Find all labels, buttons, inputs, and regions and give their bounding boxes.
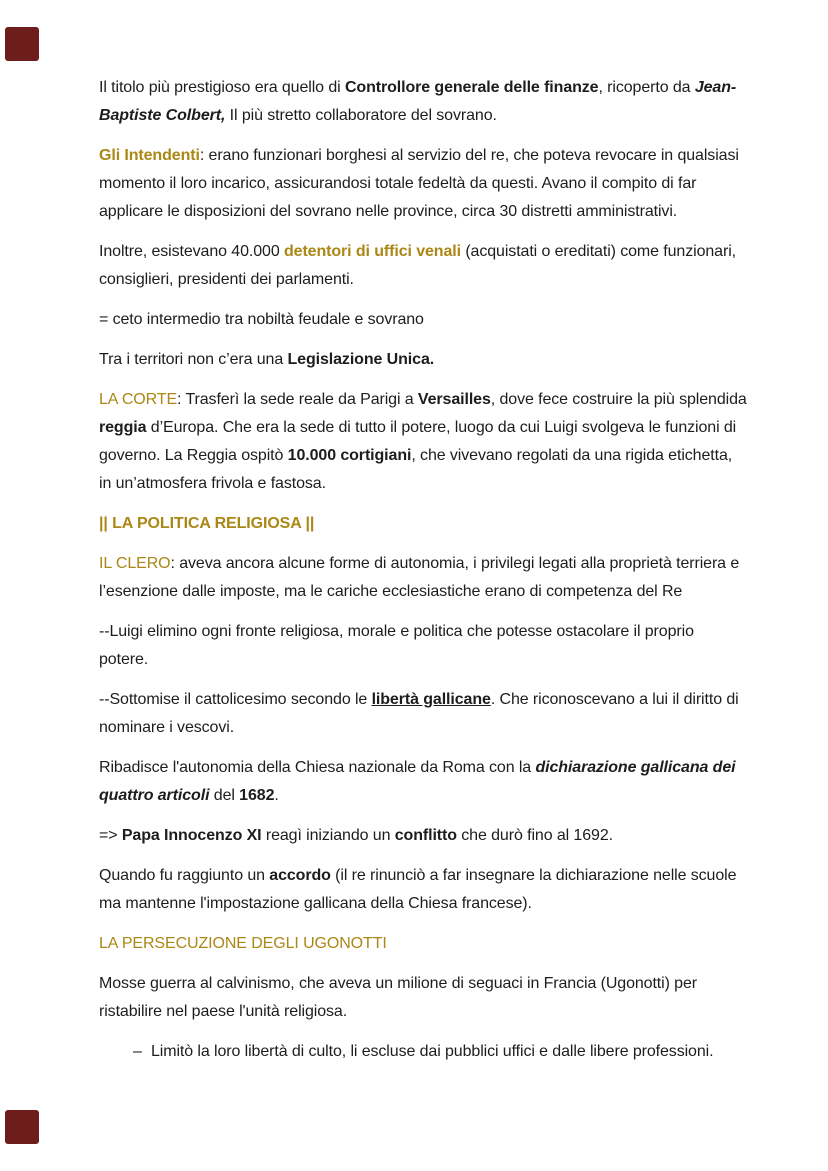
text-run: libertà gallicane	[371, 691, 491, 708]
bullet-dash: –	[133, 1043, 142, 1060]
corner-marker-bottom-left	[5, 1110, 39, 1144]
text-run: --Luigi elimino ogni fronte religiosa, morale e politica che potesse ostacolare il proprio potere.	[99, 623, 694, 668]
text-run: accordo	[269, 867, 331, 884]
paragraph	[99, 306, 747, 334]
text-run: LA CORTE	[99, 391, 178, 408]
text-run: dichiarazione gallicana dei quattro articoli	[99, 759, 736, 804]
corner-marker-top-left	[5, 27, 39, 61]
text-run: Gli Intendenti	[99, 147, 200, 164]
text-run: Inoltre, esistevano 40.000	[99, 243, 284, 260]
text-run: Il più stretto collaboratore del sovrano.	[225, 107, 497, 124]
text-run: . Che riconoscevano a lui il diritto di nominare i vescovi.	[99, 691, 739, 736]
text-run: (acquistati o ereditati) come funzionari, consiglieri, presidenti dei parlamenti.	[99, 243, 737, 288]
text-run: Limitò la loro libertà di culto, li escluse dai pubblici uffici e dalle libere professioni.	[151, 1043, 714, 1060]
paragraph	[99, 346, 747, 374]
text-run: Tra i territori non c’era una	[99, 351, 288, 368]
text-run: Mosse guerra al calvinismo, che aveva un milione di seguaci in Francia (Ugonotti) per ristabilire nel paese l'unità religiosa.	[99, 975, 698, 1020]
paragraph	[99, 386, 747, 498]
paragraph	[99, 930, 747, 958]
text-run: : aveva ancora alcune forme di autonomia, i privilegi legati alla proprietà terriera e l’esenzione dalle imposte, ma le cariche ecclesiastiche erano di competenza del Re	[99, 555, 740, 600]
text-run: reagì iniziando un	[261, 827, 395, 844]
text-run: Controllore generale delle finanze	[344, 79, 599, 96]
text-run: che durò fino al 1692.	[456, 827, 613, 844]
text-run: --Sottomise il cattolicesimo secondo le	[99, 691, 372, 708]
text-run: detentori di uffici venali	[283, 243, 461, 260]
paragraph	[99, 550, 747, 606]
text-run: Jean-Baptiste Colbert,	[99, 79, 737, 124]
text-run: 10.000 cortigiani	[287, 447, 412, 464]
text-run: 1682	[239, 787, 275, 804]
text-run: .	[274, 787, 279, 804]
text-run: , dove fece costruire la più splendida	[490, 391, 747, 408]
section-heading	[99, 510, 747, 538]
text-run: IL CLERO	[99, 555, 171, 572]
text-run: Papa Innocenzo XI	[121, 827, 262, 844]
text-run: , che vivevano regolati da una rigida etichetta, in un’atmosfera frivola e fastosa.	[99, 447, 733, 492]
paragraph	[99, 618, 747, 674]
text-run: : Trasferì la sede reale da Parigi a	[177, 391, 418, 408]
paragraph	[99, 822, 747, 850]
bullet-item	[99, 1038, 747, 1066]
text-run: Il titolo più prestigioso era quello di	[99, 79, 345, 96]
document-content	[99, 74, 747, 1078]
text-run: = ceto intermedio tra nobiltà feudale e sovrano	[99, 311, 424, 328]
text-run: Versailles	[417, 391, 491, 408]
text-run: Ribadisce l'autonomia della Chiesa nazionale da Roma con la	[99, 759, 536, 776]
paragraph	[99, 142, 747, 226]
text-run: , ricoperto da	[598, 79, 695, 96]
text-run: Quando fu raggiunto un	[99, 867, 270, 884]
paragraph	[99, 238, 747, 294]
text-run: del	[209, 787, 240, 804]
text-run: (il re rinunciò a far insegnare la dichiarazione nelle scuole ma mantenne l'impostazione gallicana della Chiesa francese).	[99, 867, 737, 912]
text-run: d’Europa. Che era la sede di tutto il potere, luogo da cui Luigi svolgeva le funzioni di governo. La Reggia ospitò	[99, 419, 737, 464]
text-run: : erano funzionari borghesi al servizio del re, che poteva revocare in qualsiasi momento il loro incarico, assicurandosi totale fedeltà da questi. Avano il compito di far applicare le disposizioni del sovrano nelle province, circa 30 distretti amministrativi.	[99, 147, 739, 220]
paragraph	[99, 686, 747, 742]
paragraph	[99, 970, 747, 1026]
paragraph	[99, 74, 747, 130]
text-run: LA PERSECUZIONE DEGLI UGONOTTI	[99, 935, 387, 952]
paragraph	[99, 862, 747, 918]
text-run: Legislazione Unica.	[287, 351, 435, 368]
text-run: =>	[99, 827, 122, 844]
text-run: || LA POLITICA RELIGIOSA ||	[99, 515, 315, 532]
text-run: conflitto	[394, 827, 457, 844]
text-run: reggia	[99, 419, 147, 436]
paragraph	[99, 754, 747, 810]
